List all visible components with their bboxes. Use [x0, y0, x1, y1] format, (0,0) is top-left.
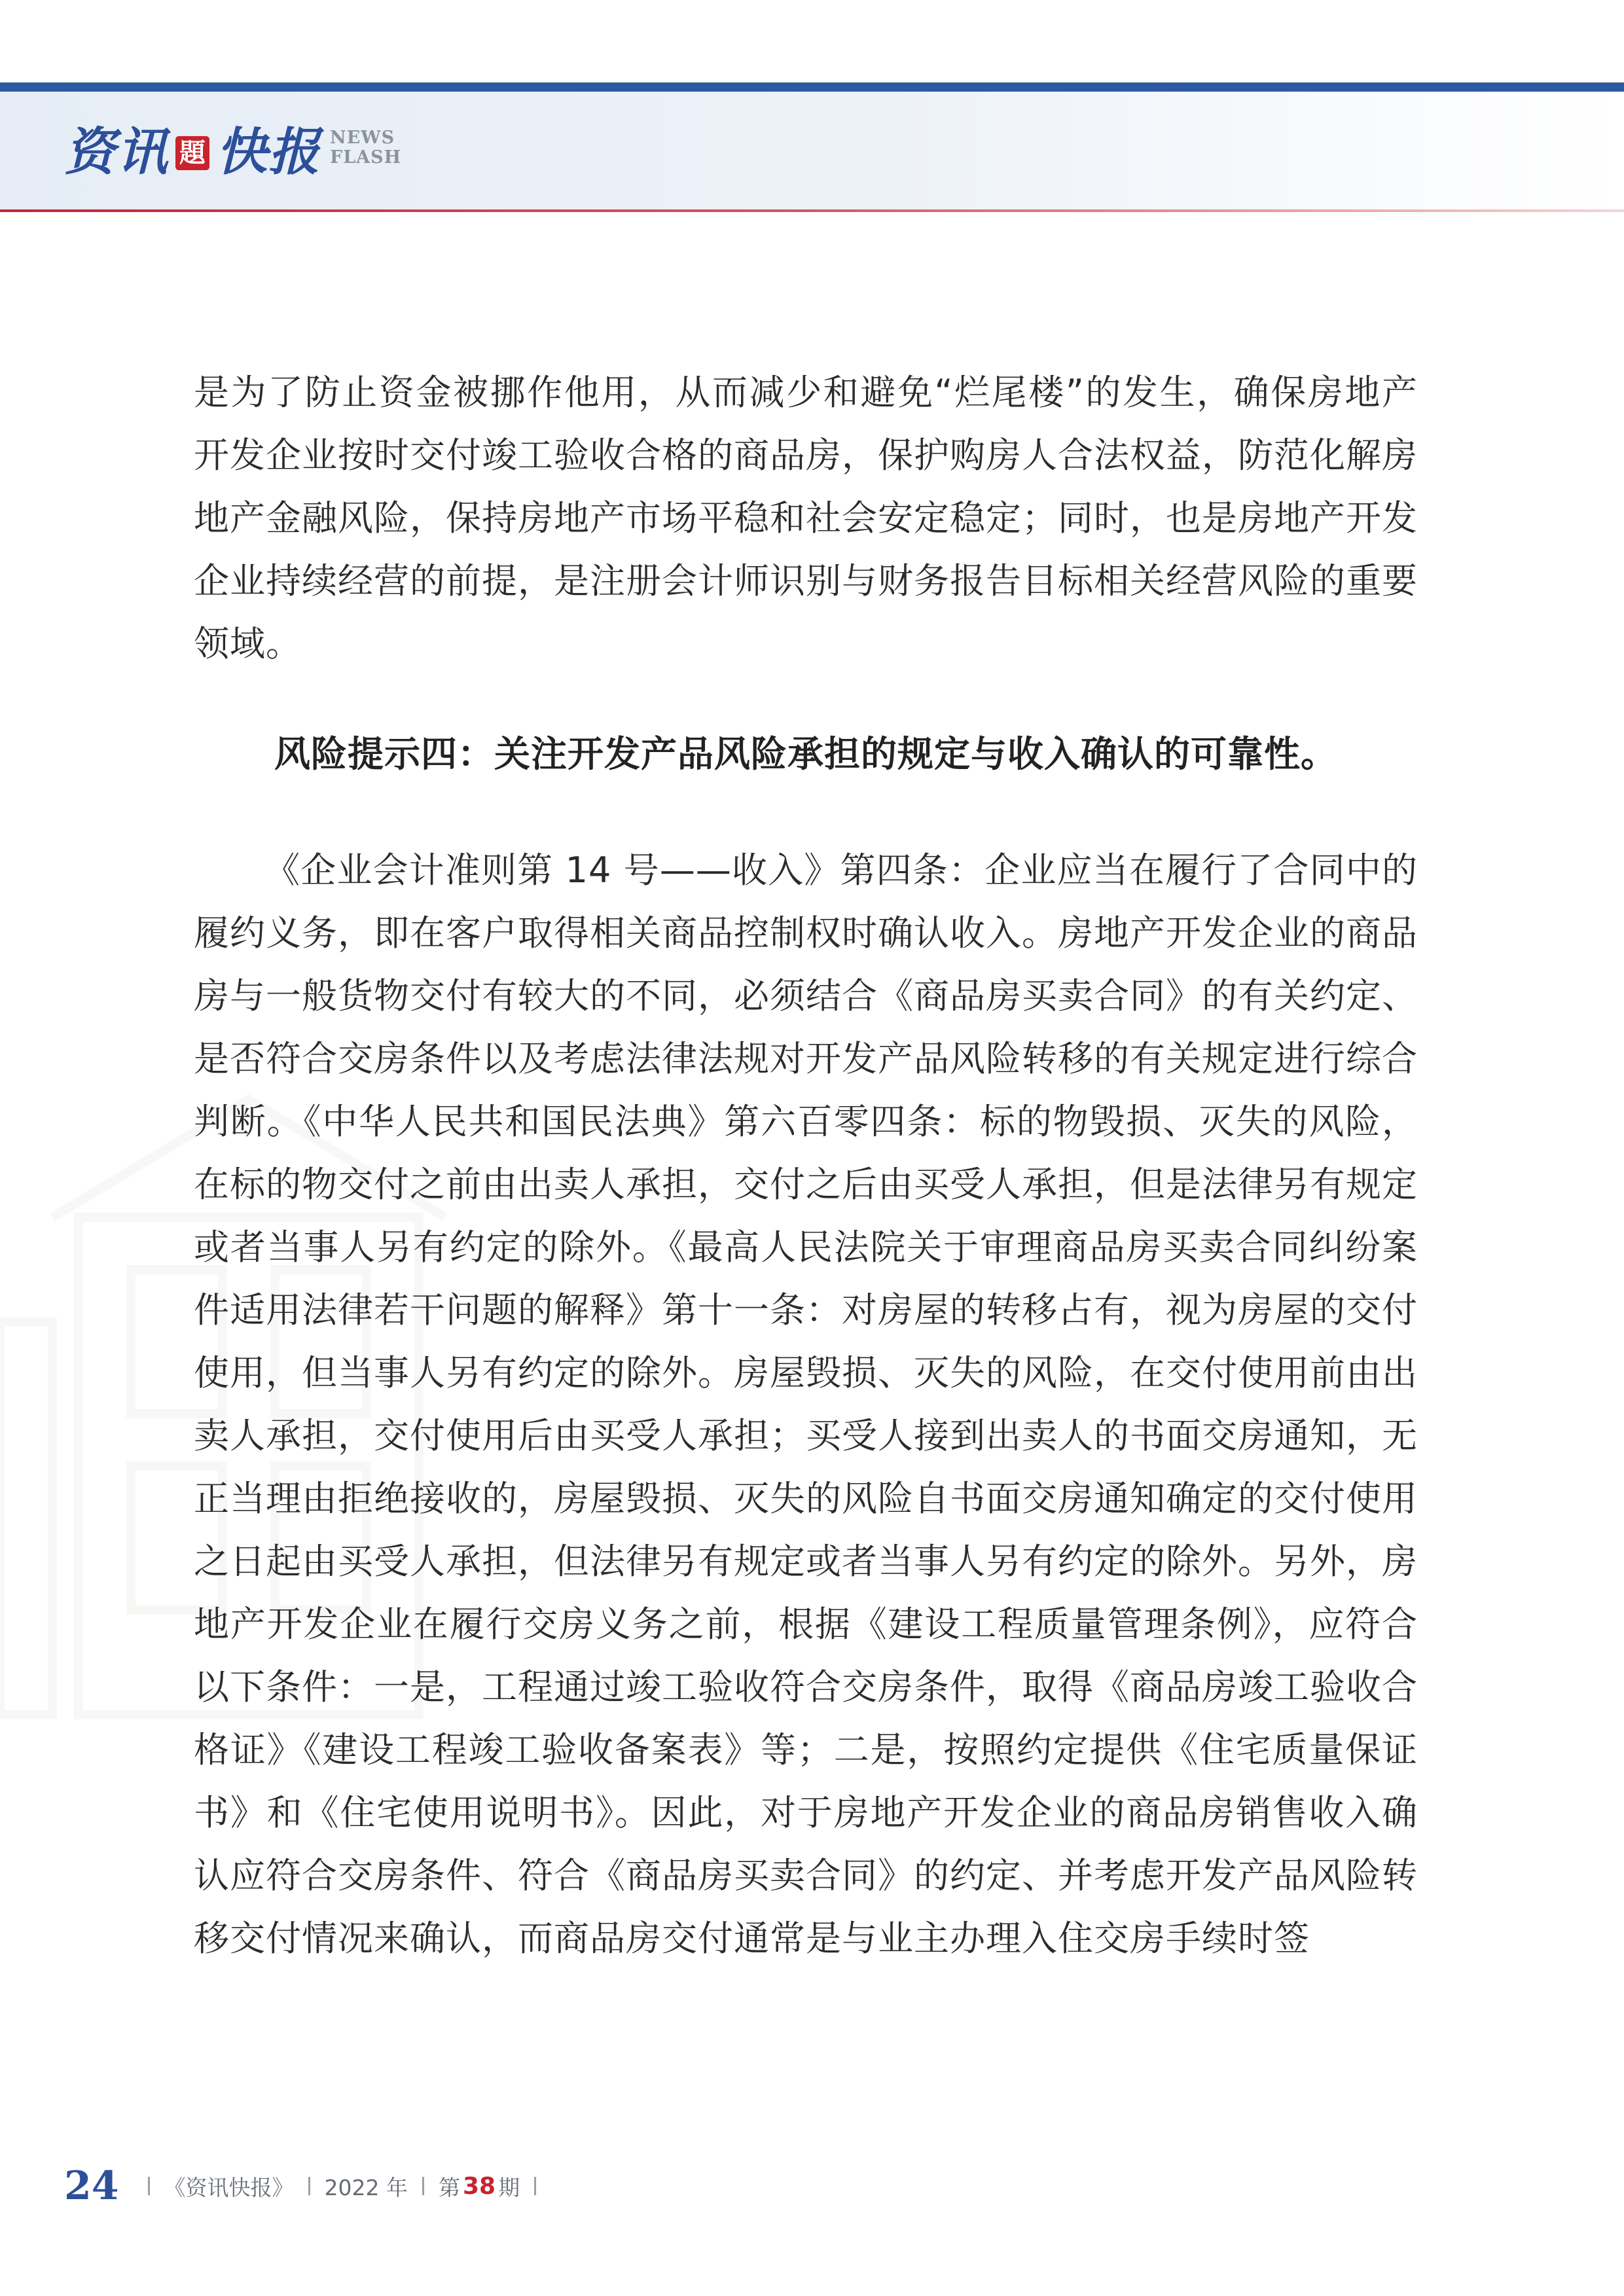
- footer-issue-number: 38: [462, 2172, 496, 2200]
- header-divider: [0, 209, 1624, 212]
- masthead-subtitle-flash: FLASH: [330, 147, 402, 168]
- footer-issue-suffix: 期: [498, 2174, 520, 2200]
- masthead-title-part1: 资讯: [64, 122, 170, 182]
- section-heading: 风险提示四：关注开发产品风险承担的规定与收入确认的可靠性。: [274, 733, 1337, 775]
- footer-year: 2022 年: [324, 2174, 408, 2200]
- masthead-subtitle: [330, 128, 401, 168]
- paragraph-continued: 是为了防止资金被挪作他用，从而减少和避免“烂尾楼”的发生，确保房地产开发企业按时交付竣工验收合格的商品房，保护购房人合法权益，防范化解房地产金融风险，保持房地产市场平稳和社会安定稳定；同时，也是房地产开发企业持续经营的前提，是注册会计师识别与财务报告目标相关经营风险的重要领域。: [194, 372, 1418, 664]
- masthead-title-part2: 快报: [216, 122, 321, 182]
- header-top-rule: [0, 82, 1624, 92]
- page-footer: [64, 2160, 550, 2212]
- footer-publication: 《资讯快报》: [164, 2174, 294, 2200]
- article-body: [194, 361, 1418, 1970]
- footer-separator: [308, 2177, 310, 2195]
- masthead-subtitle-news: NEWS: [330, 128, 395, 148]
- footer-issue-prefix: 第: [438, 2174, 460, 2200]
- page-number: 24: [64, 2163, 119, 2209]
- masthead-logo: [64, 109, 401, 187]
- footer-separator: [148, 2177, 150, 2195]
- paragraph-revenue-recognition: 《企业会计准则第 14 号——收入》第四条：企业应当在履行了合同中的履约义务，即在客户取得相关商品控制权时确认收入。房地产开发企业的商品房与一般货物交付有较大的不同，必须结合《商品房买卖合同》的有关约定、是否符合交房条件以及考虑法律法规对开发产品风险转移的有关规定进行综合判断。《中华人民共和国民法典》第六百零四条：标的物毁损、灭失的风险，在标的物交付之前由出卖人承担，交付之后由买受人承担，但是法律另有规定或者当事人另有约定的除外。《最高人民法院关于审理商品房买卖合同纠纷案件适用法律若干问题的解释》第十一条：对房屋的转移占有，视为房屋的交付使用，但当事人另有约定的除外。房屋毁损、灭失的风险，在交付使用前由出卖人承担，交付使用后由买受人承担；买受人接到出卖人的书面交房通知，无正当理由拒绝接收的，房屋毁损、灭失的风险自书面交房通知确定的交付使用之日起由买受人承担，但法律另有规定或者当事人另有约定的除外。另外，房地产开发企业在履行交房义务之前，根据《建设工程质量管理条例》，应符合以下条件：一是，工程通过竣工验收符合交房条件，取得《商品房竣工验收合格证》《建设工程竣工验收备案表》等；二是，按照约定提供《住宅质量保证书》和《住宅使用说明书》。因此，对于房地产开发企业的商品房销售收入确认应符合交房条件、符合《商品房买卖合同》的约定、并考虑开发产品风险转移交付情况来确认，而商品房交付通常是与业主办理入住交房手续时签: [194, 850, 1418, 1959]
- seal-icon: 題: [175, 136, 209, 170]
- footer-separator: [534, 2177, 536, 2195]
- footer-separator: [422, 2177, 424, 2195]
